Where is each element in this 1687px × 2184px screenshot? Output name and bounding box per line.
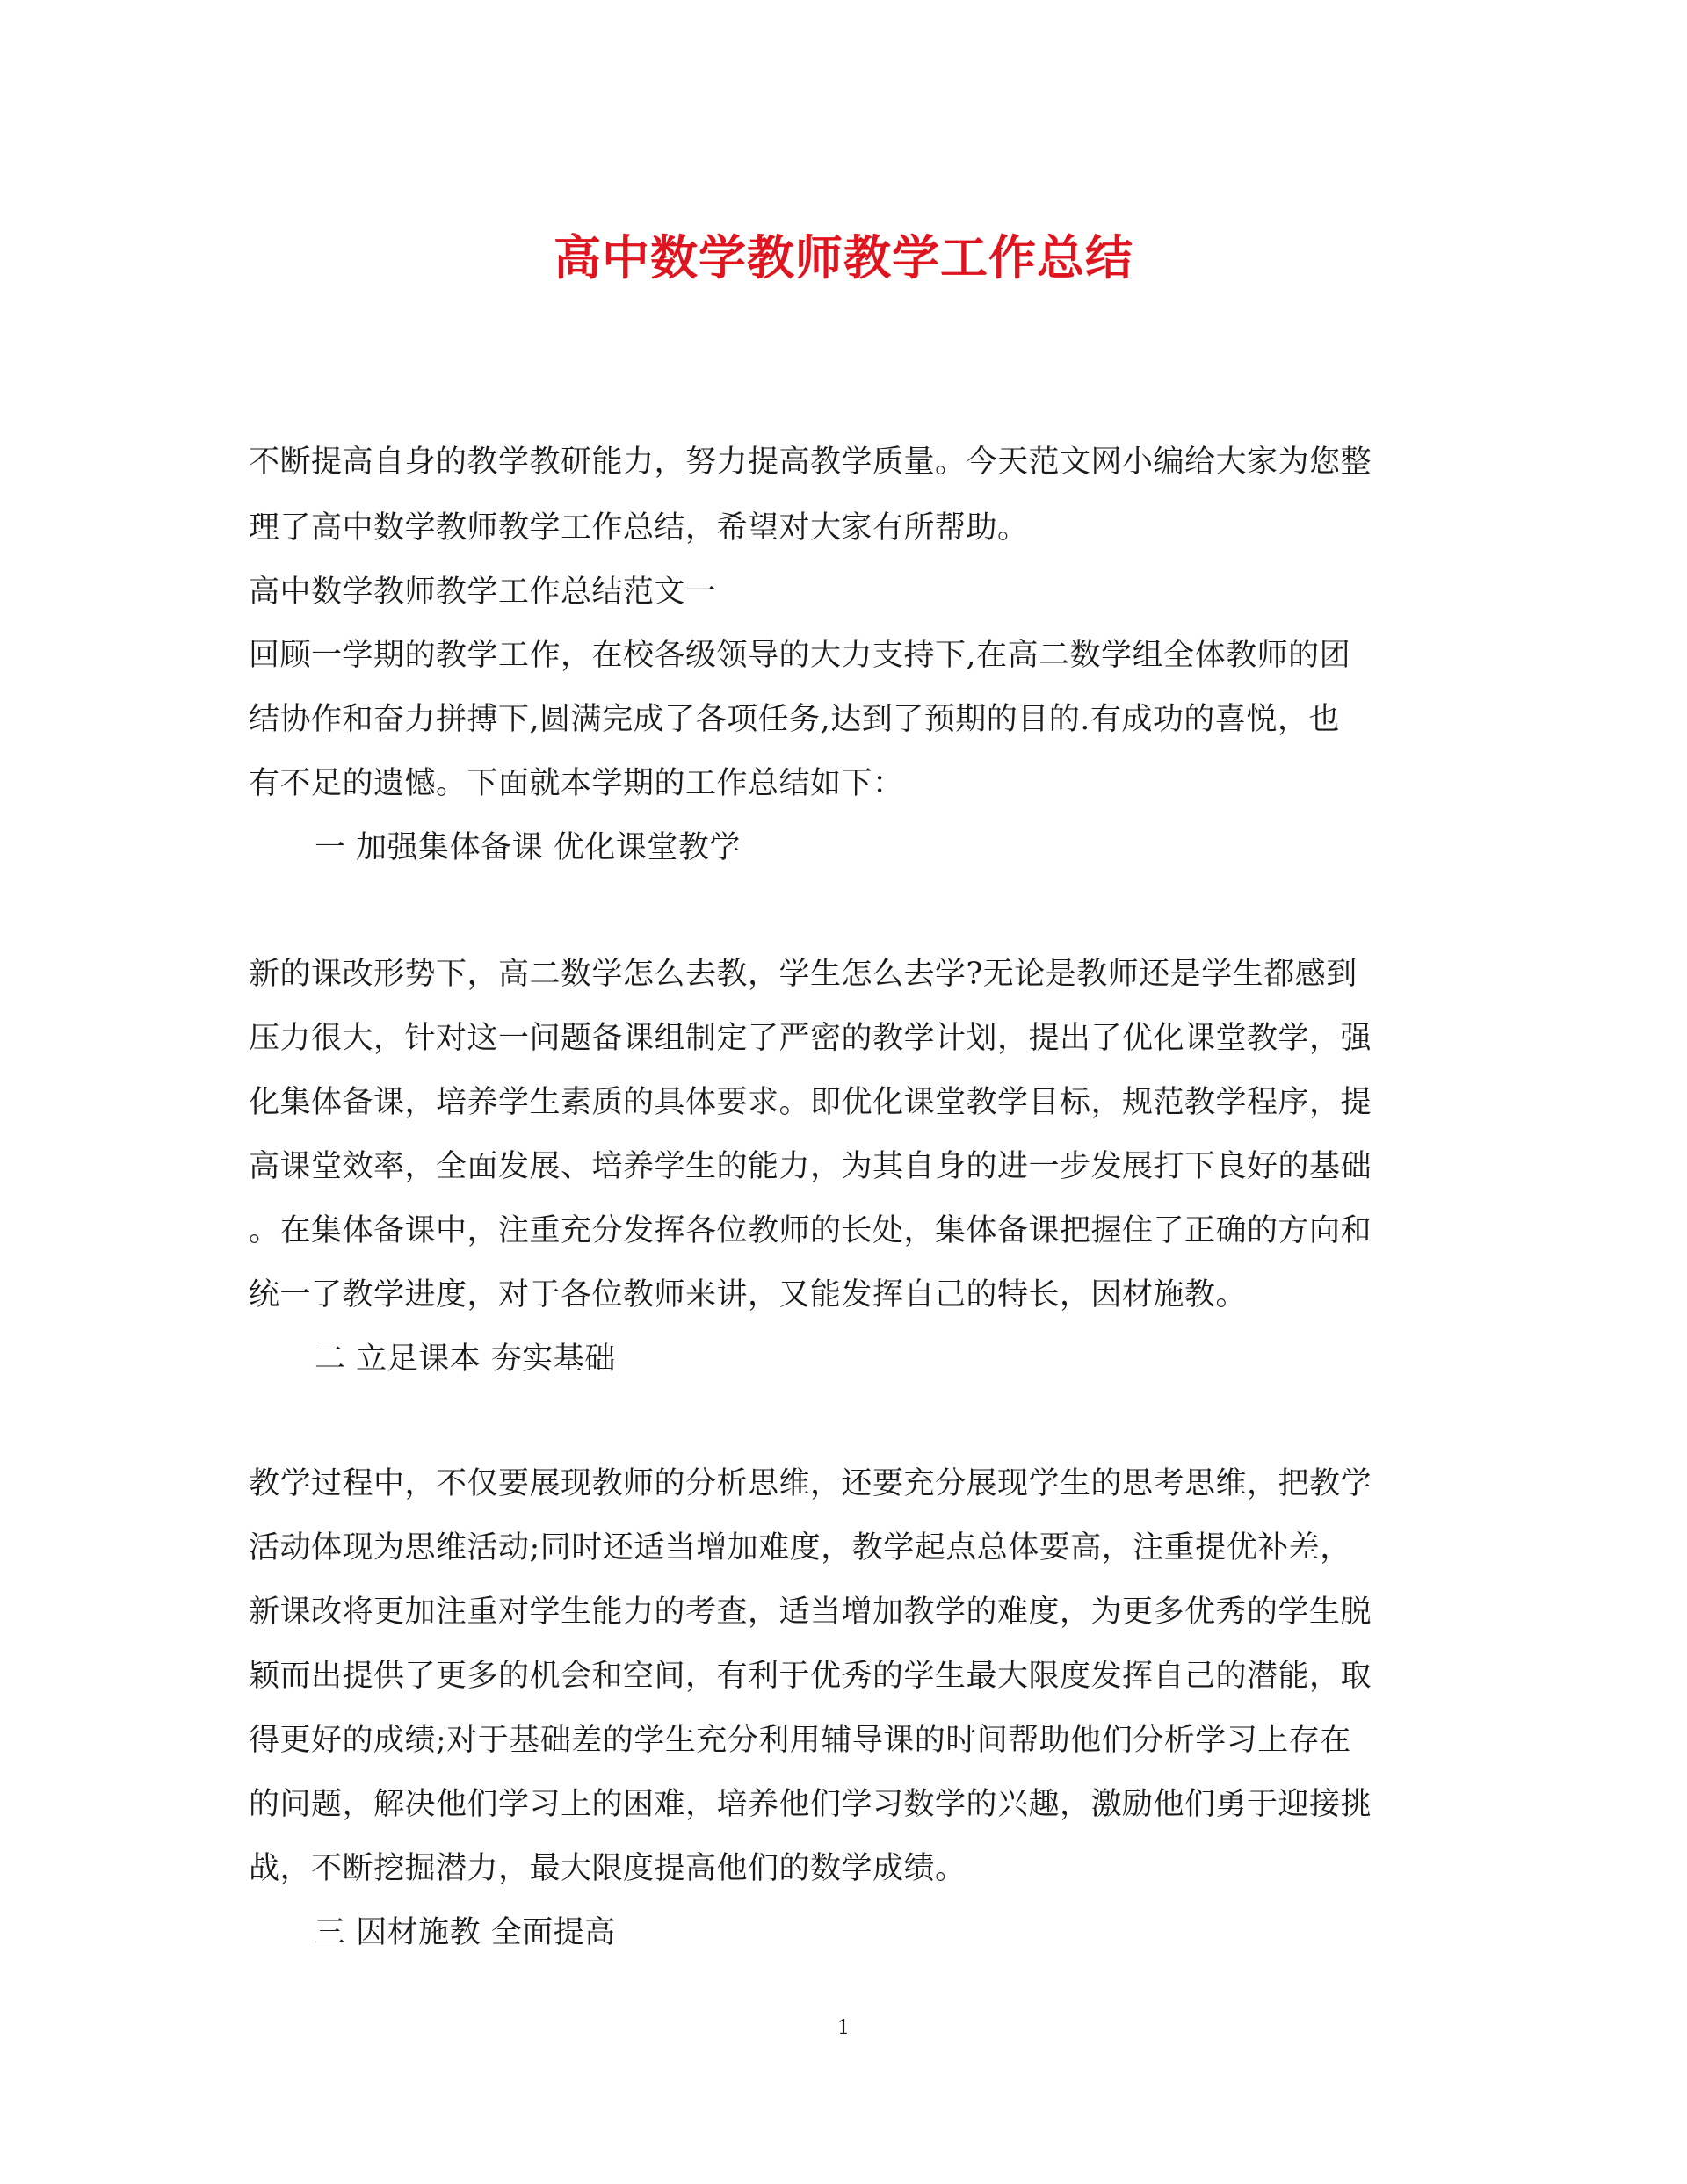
section-heading: 高中数学教师教学工作总结范文一: [249, 575, 717, 610]
paragraph-line: 战，不断挖掘潜力，最大限度提高他们的数学成绩。: [249, 1851, 967, 1886]
paragraph-line: 的问题，解决他们学习上的困难，培养他们学习数学的兴趣，激励他们勇于迎接挑: [249, 1787, 1372, 1822]
paragraph-line: 新课改将更加注重对学生能力的考查，适当增加教学的难度，为更多优秀的学生脱: [249, 1595, 1372, 1630]
section-heading: 二 立足课本 夯实基础: [315, 1341, 616, 1377]
document-title: 高中数学教师教学工作总结: [554, 229, 1133, 286]
paragraph-line: 。在集体备课中，注重充分发挥各位教师的长处，集体备课把握住了正确的方向和: [249, 1213, 1372, 1248]
paragraph-line: 化集体备课，培养学生素质的具体要求。即优化课堂教学目标，规范教学程序，提: [249, 1085, 1372, 1120]
section-heading: 一 加强集体备课 优化课堂教学: [315, 830, 741, 865]
paragraph-line: 理了高中数学教师教学工作总结，希望对大家有所帮助。: [249, 510, 1029, 546]
paragraph-line: 新的课改形势下，高二数学怎么去教，学生怎么去学?无论是教师还是学生都感到: [249, 957, 1358, 992]
paragraph-line: 颖而出提供了更多的机会和空间，有利于优秀的学生最大限度发挥自己的潜能，取: [249, 1659, 1372, 1694]
paragraph-line: 不断提高自身的教学教研能力，努力提高教学质量。今天范文网小编给大家为您整: [249, 445, 1372, 480]
page-number: 1: [837, 2017, 850, 2039]
paragraph-line: 有不足的遗憾。下面就本学期的工作总结如下：: [249, 766, 904, 801]
paragraph-line: 得更好的成绩;对于基础差的学生充分利用辅导课的时间帮助他们分析学习上存在: [249, 1723, 1351, 1758]
paragraph-line: 统一了教学进度，对于各位教师来讲，又能发挥自己的特长，因材施教。: [249, 1277, 1248, 1313]
paragraph-line: 教学过程中，不仅要展现教师的分析思维，还要充分展现学生的思考思维，把教学: [249, 1466, 1372, 1501]
paragraph-line: 活动体现为思维活动;同时还适当增加难度，教学起点总体要高，注重提优补差，: [249, 1530, 1351, 1566]
section-heading: 三 因材施教 全面提高: [315, 1915, 616, 1950]
paragraph-line: 回顾一学期的教学工作，在校各级领导的大力支持下,在高二数学组全体教师的团: [249, 638, 1351, 673]
paragraph-line: 高课堂效率，全面发展、培养学生的能力，为其自身的进一步发展打下良好的基础: [249, 1149, 1372, 1184]
paragraph-line: 结协作和奋力拼搏下,圆满完成了各项任务,达到了预期的目的.有成功的喜悦，也: [249, 702, 1340, 737]
paragraph-line: 压力很大，针对这一问题备课组制定了严密的教学计划，提出了优化课堂教学，强: [249, 1021, 1372, 1056]
